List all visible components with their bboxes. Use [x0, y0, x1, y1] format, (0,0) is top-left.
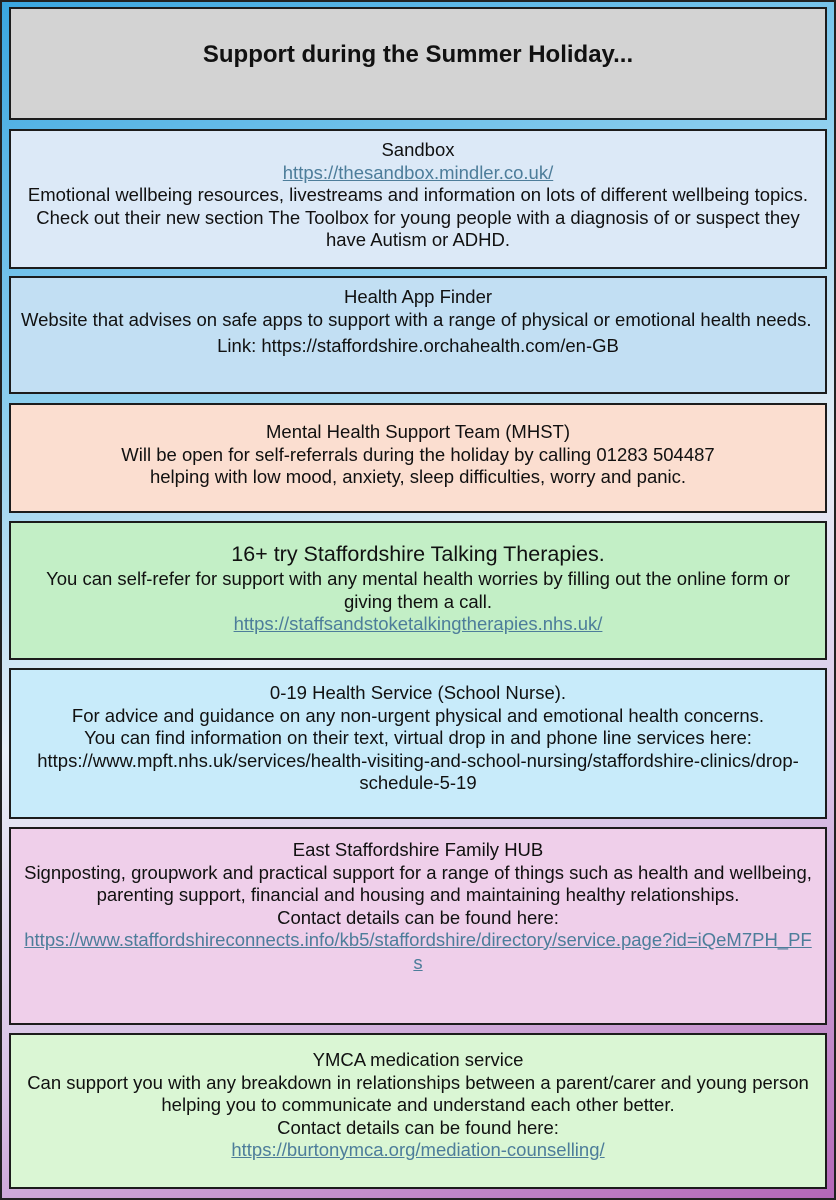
school-nurse-section [9, 668, 827, 819]
talking-therapies-heading: 16+ try Staffordshire Talking Therapies. [231, 542, 605, 566]
school-nurse-heading: 0-19 Health Service (School Nurse). [269, 682, 567, 703]
family-hub-link[interactable]: https://www.staffordshireconnects.info/kb5/staffordshire/directory/service.page?id=iQeM7PH_PFs [24, 929, 812, 973]
family-hub-contact: Contact details can be found here: [277, 906, 559, 928]
ymca-heading: YMCA medication service [312, 1049, 524, 1070]
ymca-section [9, 1033, 827, 1189]
school-nurse-line-2: You can find information on their text, virtual drop in and phone line services here: [84, 727, 752, 748]
sandbox-text: Emotional wellbeing resources, livestreams and information on lots of different wellbeing topics. Check out their new section The Toolbox for young people with a diagnosis of or suspect they have Autism or ADHD. [27, 184, 809, 250]
family-hub-heading: East Staffordshire Family HUB [292, 839, 544, 860]
school-nurse-url[interactable]: https://www.mpft.nhs.uk/services/health-visiting-and-school-nursing/staffordshire-clinics/drop-schedule-5-19 [37, 749, 799, 793]
health-app-link[interactable]: Link: https://staffordshire.orchahealth.com/en-GB [217, 335, 619, 356]
school-nurse-line-1: For advice and guidance on any non-urgent physical and emotional health concerns. [71, 704, 765, 726]
ymca-contact: Contact details can be found here: [277, 1116, 559, 1138]
mhst-line-2: helping with low mood, anxiety, sleep difficulties, worry and panic. [149, 466, 687, 487]
page-title: Support during the Summer Holiday... [202, 41, 634, 69]
mhst-section [9, 403, 827, 513]
mhst-heading: Mental Health Support Team (MHST) [266, 421, 570, 442]
sandbox-section [9, 129, 827, 269]
sandbox-link[interactable]: https://thesandbox.mindler.co.uk/ [282, 161, 554, 183]
sandbox-heading: Sandbox [381, 139, 455, 160]
ymca-link[interactable]: https://burtonymca.org/mediation-counselling/ [231, 1139, 605, 1160]
health-app-finder-section [9, 276, 827, 394]
talking-therapies-text: You can self-refer for support with any mental health worries by filling out the online form or giving them a call. [46, 568, 790, 612]
mhst-line-1: Will be open for self-referrals during the holiday by calling 01283 504487 [121, 443, 715, 465]
title-box [9, 7, 827, 120]
talking-therapies-section [9, 521, 827, 660]
ymca-text: Can support you with any breakdown in relationships between a parent/carer and young person helping you to communicate and understand each other better. [27, 1071, 809, 1115]
talking-therapies-link[interactable]: https://staffsandstoketalkingtherapies.nhs.uk/ [233, 613, 603, 634]
health-app-text: Website that advises on safe apps to support with a range of physical or emotional health needs. [21, 308, 812, 330]
family-hub-text: Signposting, groupwork and practical support for a range of things such as health and wellbeing, parenting support, financial and housing and maintaining healthy relationships. [24, 861, 812, 905]
family-hub-section [9, 827, 827, 1025]
health-app-heading: Health App Finder [343, 286, 493, 307]
